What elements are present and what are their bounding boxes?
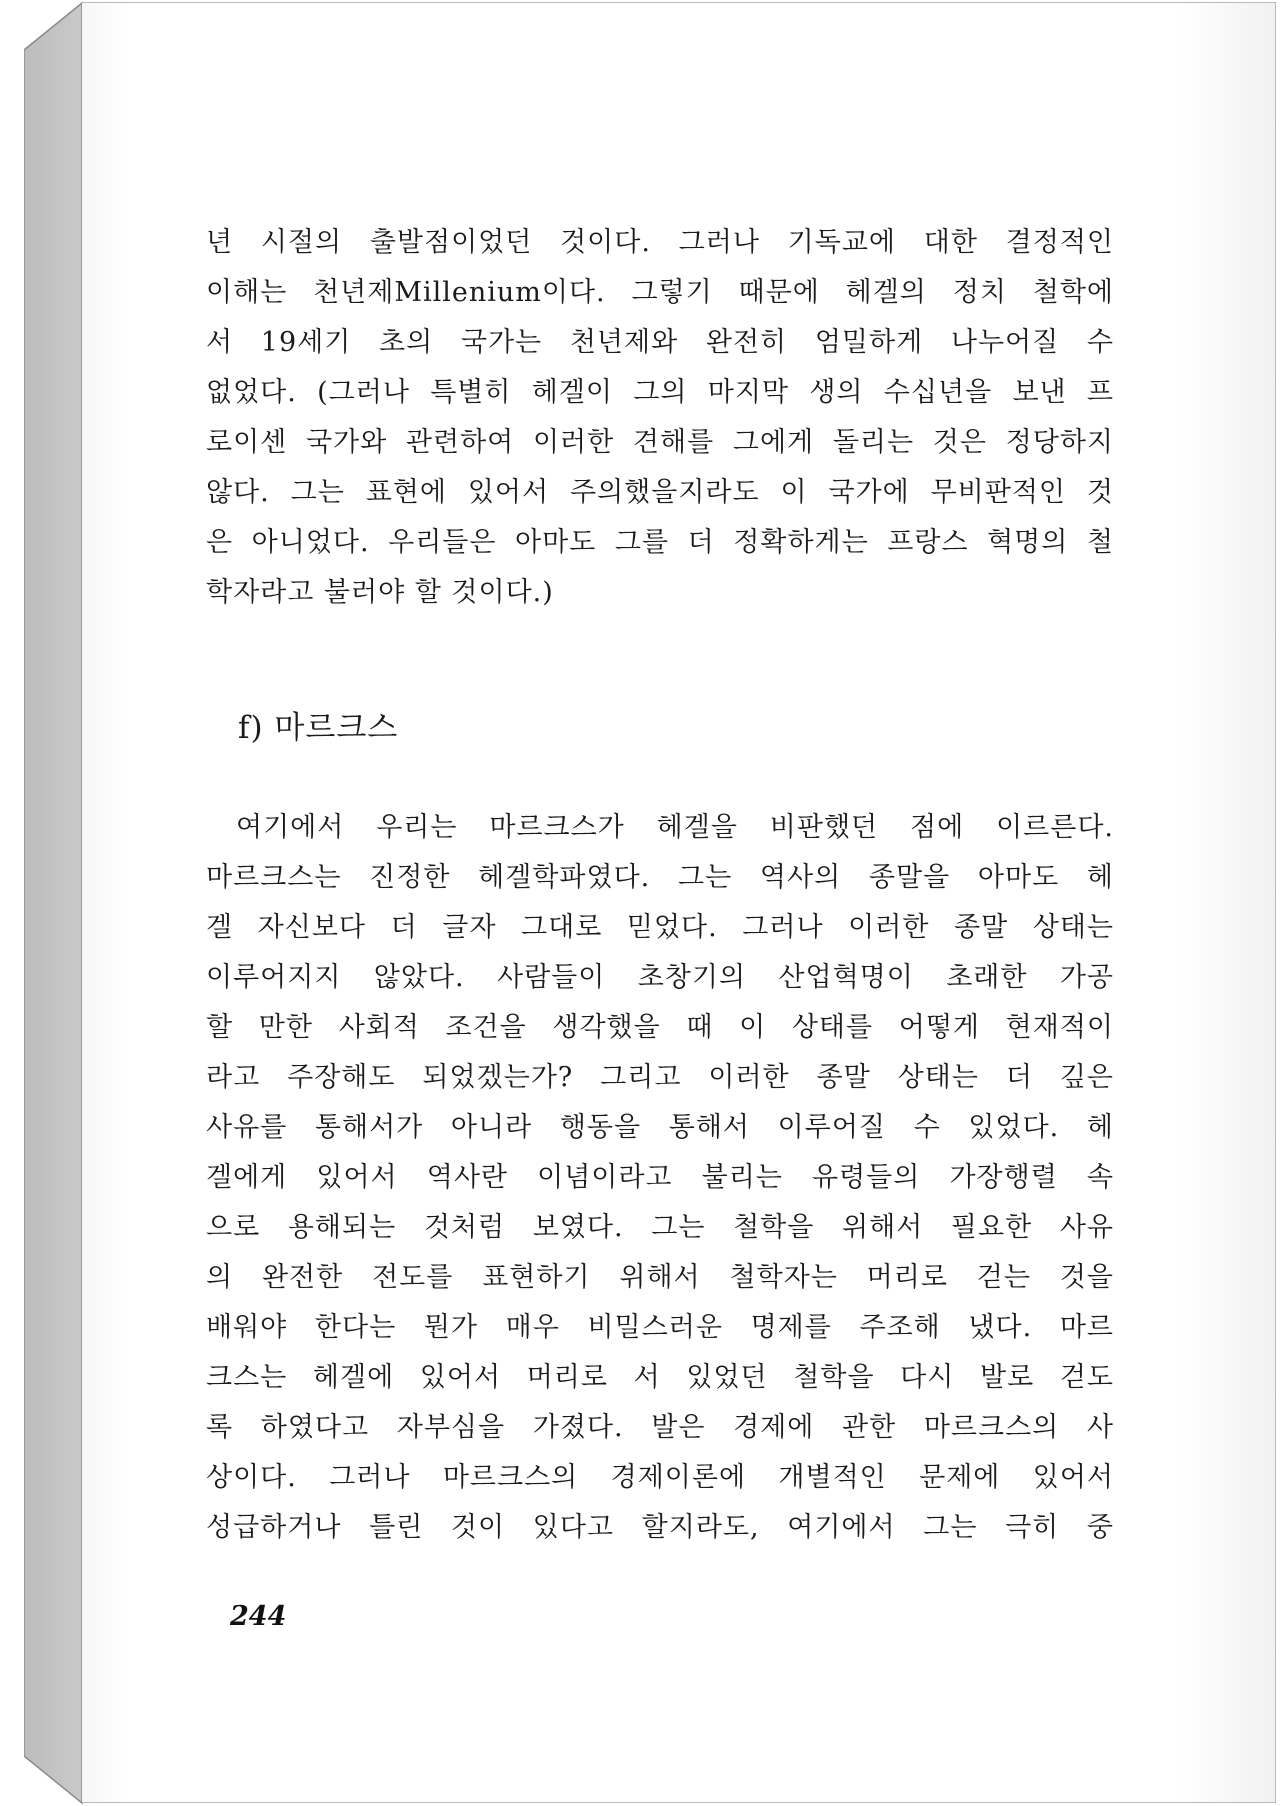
text-line: 겔에게 있어서 역사란 이념이라고 불리는 유령들의 가장행렬 속: [206, 1162, 1114, 1193]
text-line: 마르크스는 진정한 헤겔학파였다. 그는 역사의 종말을 아마도 헤: [206, 862, 1114, 893]
text-line: 여기에서 우리는 마르크스가 헤겔을 비판했던 점에 이르른다.: [236, 812, 1114, 843]
text-line: 의 완전한 전도를 표현하기 위해서 철학자는 머리로 걷는 것을: [206, 1262, 1114, 1293]
text-line: 사유를 통해서가 아니라 행동을 통해서 이루어질 수 있었다. 헤: [206, 1112, 1114, 1143]
text-line: 상이다. 그러나 마르크스의 경제이론에 개별적인 문제에 있어서: [206, 1462, 1114, 1493]
text-line: 성급하거나 틀린 것이 있다고 할지라도, 여기에서 그는 극히 중: [206, 1512, 1114, 1543]
text-line: 않다. 그는 표현에 있어서 주의했을지라도 이 국가에 무비판적인 것: [206, 477, 1114, 508]
text-line: 없었다. (그러나 특별히 헤겔이 그의 마지막 생의 수십년을 보낸 프: [206, 377, 1114, 408]
paragraph-marx: [206, 803, 1114, 1553]
text-line: 겔 자신보다 더 글자 그대로 믿었다. 그러나 이러한 종말 상태는: [206, 912, 1114, 943]
text-line: 록 하였다고 자부심을 가졌다. 발은 경제에 관한 마르크스의 사: [206, 1412, 1114, 1443]
text-line: 크스는 헤겔에 있어서 머리로 서 있었던 철학을 다시 발로 걷도: [206, 1362, 1114, 1393]
text-line: 학자라고 불러야 할 것이다.): [206, 577, 554, 608]
text-line: 서 19세기 초의 국가는 천년제와 완전히 엄밀하게 나누어질 수: [206, 327, 1114, 358]
book-spine: [24, 0, 84, 1806]
text-line: 할 만한 사회적 조건을 생각했을 때 이 상태를 어떻게 현재적이: [206, 1012, 1114, 1043]
text-line: 년 시절의 출발점이었던 것이다. 그러나 기독교에 대한 결정적인: [206, 227, 1114, 258]
text-line: 배워야 한다는 뭔가 매우 비밀스러운 명제를 주조해 냈다. 마르: [206, 1312, 1114, 1343]
text-line: 으로 용해되는 것처럼 보였다. 그는 철학을 위해서 필요한 사유: [206, 1212, 1114, 1243]
page-number: 244: [230, 1601, 287, 1632]
paragraph-continued: [206, 218, 1114, 618]
text-line: 라고 주장해도 되었겠는가? 그리고 이러한 종말 상태는 더 깊은: [206, 1062, 1114, 1093]
text-line: 은 아니었다. 우리들은 아마도 그를 더 정확하게는 프랑스 혁명의 철: [206, 527, 1114, 558]
text-line: 로이센 국가와 관련하여 이러한 견해를 그에게 돌리는 것은 정당하지: [206, 427, 1114, 458]
text-line: 이해는 천년제Millenium이다. 그렇기 때문에 헤겔의 정치 철학에: [206, 277, 1114, 308]
text-line: 이루어지지 않았다. 사람들이 초창기의 산업혁명이 초래한 가공: [206, 962, 1114, 993]
section-heading: f) 마르크스: [238, 710, 399, 746]
